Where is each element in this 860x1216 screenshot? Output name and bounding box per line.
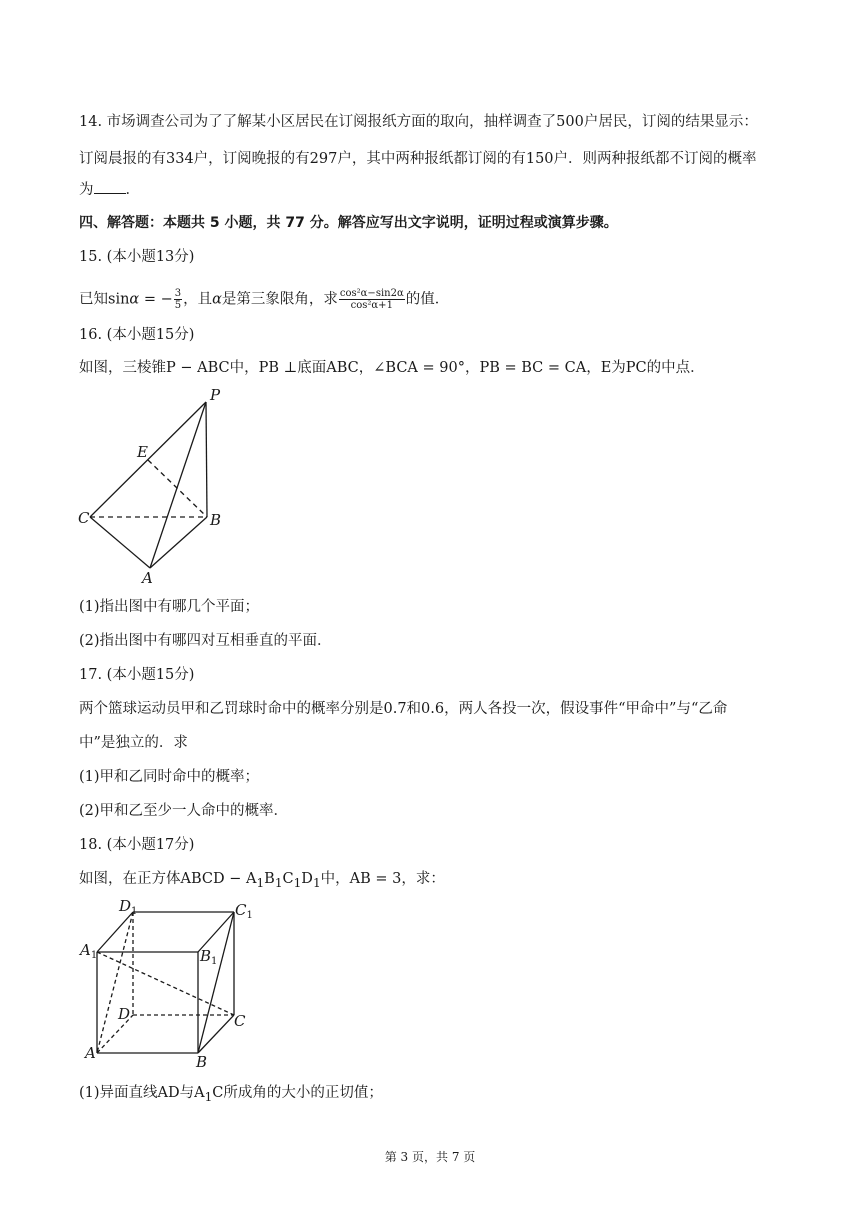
q17-part-1: (1)甲和乙同时命中的概率； — [79, 769, 260, 785]
label-d: D — [118, 1005, 131, 1023]
label-a: A — [142, 569, 153, 587]
q14-line-2: 订阅晨报的有334户，订阅晚报的有297户，其中两种报纸都订阅的有150户．则两种报纸都不订阅的概率 — [79, 151, 757, 167]
q15-text-b: = − — [139, 291, 173, 308]
q18-stem-e: 中，AB = 3，求： — [320, 871, 445, 887]
diag-d1a-hidden — [97, 912, 133, 1053]
label-a: A — [85, 1044, 96, 1062]
q14-line-1: 14. 市场调查公司为了了解某小区居民在订阅报纸方面的取向，抽样调查了500户居民，订阅的结果显示： — [79, 114, 758, 130]
label-a1: $A_1$ — [80, 941, 98, 961]
q17-line-1: 两个篮球运动员甲和乙罚球时命中的概率分别是0.7和0.6，两人各投一次，假设事件“甲命中”与“乙命 — [79, 701, 728, 717]
q14-line-3-suffix: ． — [125, 182, 140, 198]
q18-stem-c: C — [282, 871, 294, 887]
q16-header: 16. (本小题15分) — [79, 327, 195, 343]
q18-stem — [79, 869, 445, 893]
q15-frac-num: 3 — [174, 288, 182, 299]
q15-fraction — [174, 288, 182, 311]
label-b1: $B_1$ — [200, 947, 218, 967]
page-footer: 第 3 页，共 7 页 — [384, 1150, 476, 1164]
q15-expr-den: cos²α+1 — [350, 300, 393, 311]
q15-text-e: 的值． — [405, 291, 450, 308]
label-c: C — [234, 1012, 246, 1030]
q18-part-1 — [79, 1083, 383, 1107]
q14-line-3-prefix: 为 — [79, 182, 94, 198]
edge-a1d1 — [97, 912, 133, 952]
cube-figure — [75, 895, 260, 1070]
q15-text-d: 是第三象限角，求 — [221, 291, 338, 308]
q18-part-1-b: C所成角的大小的正切值； — [212, 1085, 383, 1101]
q15-expr-num: cos²α−sin2α — [339, 288, 404, 299]
edge-pb — [206, 402, 207, 517]
q15-stem — [79, 288, 449, 311]
q18-stem-b: B — [264, 871, 275, 887]
edge-c1b — [198, 912, 234, 1053]
q18-sub-d1: 1 — [312, 875, 321, 890]
q15-frac-den: 5 — [174, 300, 182, 311]
label-c: C — [78, 509, 90, 527]
q17-header: 17. (本小题15分) — [79, 667, 195, 683]
q18-sub-b1: 1 — [274, 875, 283, 890]
q15-text-a: 已知sin — [79, 291, 130, 308]
pyramid-figure — [70, 385, 240, 590]
q18-stem-d: D — [301, 871, 313, 887]
q17-line-2: 中”是独立的．求 — [79, 735, 188, 751]
q18-part-1-a: (1)异面直线AD与A — [79, 1085, 205, 1101]
label-b: B — [196, 1053, 208, 1070]
q15-header: 15. (本小题13分) — [79, 249, 195, 265]
q16-part-2: (2)指出图中有哪四对互相垂直的平面． — [79, 633, 332, 649]
q14-line-3 — [79, 179, 140, 200]
q17-part-2: (2)甲和乙至少一人命中的概率． — [79, 803, 289, 819]
q18-stem-a: 如图，在正方体ABCD − A — [79, 871, 257, 887]
q15-text-c: ，且 — [183, 291, 213, 308]
section-4-heading: 四、解答题：本题共 5 小题，共 77 分。解答应写出文字说明，证明过程或演算步骤。 — [79, 215, 618, 231]
q15-expression — [339, 288, 405, 311]
q18-sub-a1: 1 — [256, 875, 265, 890]
q18-sub-c1: 1 — [293, 875, 302, 890]
q15-alpha-2: α — [212, 291, 222, 308]
label-d1: $D_1$ — [119, 897, 138, 917]
label-b: B — [210, 511, 222, 529]
label-c1: $C_1$ — [235, 901, 253, 921]
edge-ca — [90, 517, 150, 568]
answer-blank[interactable] — [94, 179, 126, 194]
label-e: E — [137, 443, 148, 461]
q18-part-1-sub: 1 — [204, 1089, 213, 1104]
q18-header: 18. (本小题17分) — [79, 837, 195, 853]
q16-part-1: (1)指出图中有哪几个平面； — [79, 599, 260, 615]
q15-alpha: α — [129, 291, 140, 308]
q16-stem: 如图，三棱锥P − ABC中，PB ⊥底面ABC，∠BCA = 90°，PB = BC = CA，E为PC的中点． — [79, 360, 705, 376]
label-p: P — [210, 386, 221, 404]
